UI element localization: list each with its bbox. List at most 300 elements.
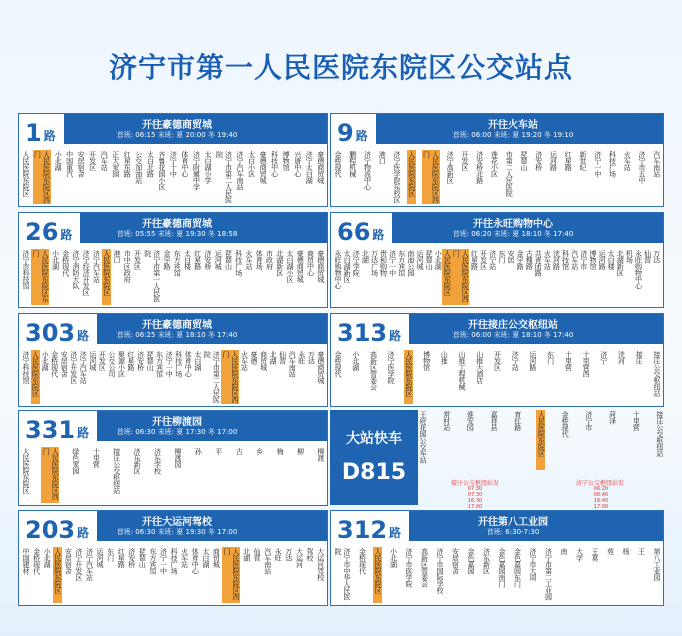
route-number: 303 — [25, 319, 76, 347]
route-card-313 — [330, 313, 664, 407]
bus-stop: 南 — [560, 548, 568, 555]
route-number: 331 — [25, 416, 76, 444]
bus-stop: 红星路 — [564, 151, 573, 171]
bus-stop: 金宇路 — [516, 250, 525, 270]
bus-stop: 汽车南站 — [263, 548, 272, 574]
bus-stop: 人民医院东院区 — [22, 448, 30, 494]
bus-stop: 琵琶山 — [138, 548, 147, 568]
bus-stop: 济安桥 — [136, 351, 145, 371]
bus-stop: 金桥现代 — [334, 351, 342, 377]
bus-stop: 科技广场 — [234, 250, 243, 276]
bus-stop: 济宁经济开发区 — [82, 250, 91, 296]
route-schedule: 首班: 05:55 末班: 夏 19:30 冬 18:58 — [116, 230, 238, 238]
bus-stop: 梅 — [276, 448, 285, 455]
bus-stop: 人民医院东院区 — [373, 547, 382, 603]
express-note-left: 接庄公交枢纽站发 — [450, 480, 499, 487]
bus-stop: 太白湖小区 — [286, 250, 294, 283]
bus-stop: 济宁汽车站 — [92, 250, 101, 283]
bus-stop: 琵琶山 — [146, 351, 155, 371]
bus-stop: 博物馆 — [422, 351, 431, 371]
bus-stop: 济宁市 — [584, 411, 593, 431]
bus-stop: 济安桥北路 — [475, 151, 484, 184]
bus-stop: 科技广场 — [608, 151, 617, 177]
bus-stop: 济宁开发区 — [69, 351, 78, 384]
bus-stop: 市中区政府 — [123, 250, 132, 283]
bus-stop: 人民医院东院区西门 — [33, 151, 51, 203]
bus-stop: 火车站 — [543, 250, 552, 270]
route-schedule: 首班: 06:30 末班: 夏 17:30 冬 17:00 — [116, 428, 238, 436]
bus-stop: 济宁市 — [579, 250, 588, 270]
departure-time: 16:40 — [593, 498, 609, 504]
bus-stop: 王府花园公交车站 — [419, 411, 427, 463]
route-suffix: 路 — [43, 129, 56, 143]
route-suffix: 路 — [77, 526, 90, 540]
route-schedule: 首班: 6:30-7:30 — [486, 528, 540, 536]
bus-stop: 豪德 — [250, 351, 259, 364]
departure-time: 17:00 — [467, 504, 483, 510]
route-schedule: 首班: 06:30 末班: 夏 19:30 冬 17:00 — [116, 528, 238, 536]
bus-stop: 济宁市第二工业园 — [544, 548, 553, 600]
bus-stop: 安居 — [506, 250, 515, 263]
route-destination: 开往柳渡园 — [152, 417, 202, 428]
bus-stop: 驾校 — [306, 548, 315, 561]
stop-list — [333, 547, 661, 603]
bus-stop: 运河路 — [528, 351, 537, 371]
bus-stop: 常村站 — [442, 411, 451, 431]
bus-stop: 洸河 — [617, 351, 626, 364]
bus-stop: 太白楼 — [183, 250, 192, 270]
bus-stop: 孙 — [194, 448, 203, 455]
bus-stop: 接庄公交枢纽站 — [655, 411, 664, 457]
bus-stop: 杨 — [622, 548, 630, 555]
bus-stop: 人民医院东院区西门 — [222, 547, 240, 603]
bus-stop: 小北湖 — [51, 250, 60, 270]
bus-stop: 人民医院东院区 — [22, 151, 30, 197]
bus-stop: 东门 — [106, 548, 115, 561]
bus-stop: 开发区 — [98, 351, 107, 371]
bus-stop: 东门 — [546, 351, 555, 364]
bus-stop: 接庄 — [635, 351, 644, 364]
bus-stop: 济宁科技馆 — [22, 351, 30, 384]
bus-stop: 济宁市五中 — [638, 151, 646, 184]
route-destination: 开往接庄公交枢纽站 — [468, 320, 558, 331]
stop-list — [21, 547, 325, 603]
bus-stop: 体育中心 — [184, 351, 193, 377]
departure-time: 16:30 — [467, 498, 483, 504]
stop-list — [21, 249, 325, 305]
express-badge — [330, 410, 418, 505]
bus-stop: 体育中心 — [191, 548, 200, 574]
bus-stop: 济宁太白湖 — [305, 151, 314, 184]
bus-stop: 豪德商贸城 — [316, 351, 325, 384]
bus-stop: 大运河 — [295, 548, 304, 568]
bus-stop: 济宁汽车站 — [79, 351, 88, 384]
bus-stop: 机场 — [625, 250, 634, 263]
bus-stop: 济东学校 — [153, 448, 162, 474]
route-number: 26 — [25, 218, 59, 246]
bus-stop: 济宁医学院 — [387, 351, 396, 384]
bus-stop: 济宁开发区 — [74, 548, 83, 581]
route-suffix: 路 — [60, 228, 73, 242]
bus-stop: 商贸城 — [259, 351, 268, 371]
route-schedule: 首班: 06:20 末班: 夏 18:10 冬 17:40 — [452, 230, 574, 238]
bus-stop: 高新区管委会 — [420, 548, 429, 587]
bus-stop: 琵琶山 — [520, 151, 528, 171]
bus-stop: 太白湖 — [193, 351, 202, 371]
bus-stop: 柳渡园 — [173, 448, 182, 468]
bus-stop: 柳渡 — [316, 448, 325, 461]
bus-stop: 菏泽 — [608, 411, 617, 424]
bus-stop: 火车站 — [623, 151, 632, 171]
bus-stop: 运河城 — [415, 250, 424, 270]
bus-stop: 十里营 — [564, 351, 573, 371]
bus-stop: 公交加油站 — [134, 151, 143, 184]
bus-stop: 人民医院东院区 — [102, 249, 111, 305]
stop-list — [21, 150, 325, 204]
route-destination: 开往豪德商贸城 — [142, 219, 212, 230]
bus-stop: 运河路 — [549, 151, 558, 171]
route-schedule: 首班: 06:00 末班: 夏 18:10 冬 17:40 — [452, 331, 574, 339]
bus-stop: 贵和购物 — [379, 250, 388, 276]
departure-time: 06:20 — [593, 486, 609, 492]
bus-stop: 济宁消防大队 — [72, 250, 80, 289]
stop-list — [21, 350, 325, 404]
route-suffix: 路 — [77, 329, 90, 343]
bus-stop: 东门 — [497, 250, 506, 263]
bus-stop: 金色嘉园东门 — [513, 548, 522, 587]
stop-list — [333, 150, 661, 204]
bus-stop: 北湖新区 — [275, 250, 284, 276]
bus-stop: 育红路 — [513, 411, 522, 431]
bus-stop: 红星东路 — [123, 151, 132, 177]
bus-stop: 体育场 — [255, 250, 264, 270]
bus-stop: 火车站 — [245, 250, 253, 270]
bus-stop: 汽车南站 — [652, 151, 661, 177]
bus-stop: 红星路 — [127, 351, 136, 371]
bus-stop: 豪德商贸城 — [316, 250, 325, 283]
bus-stop: 港口 — [378, 151, 387, 164]
bus-stop: 新世纪 — [579, 151, 587, 171]
bus-stop: 北湖 — [269, 351, 278, 364]
bus-stop: 共青团路 — [534, 250, 543, 276]
bus-stop: 古槐路 — [525, 250, 534, 270]
bus-stop: 豪德商贸城 — [316, 151, 325, 184]
bus-stop: 金桥现代 — [50, 351, 59, 377]
bus-stop: 安居宿舍 — [451, 548, 460, 574]
route-card-303 — [18, 313, 328, 407]
bus-stop: 济宁站 — [511, 351, 520, 371]
bus-stop: 洸河路 — [552, 250, 561, 270]
bus-stop: 仙营 — [643, 250, 652, 263]
bus-stop: 永旺 — [274, 548, 283, 561]
stop-list — [333, 249, 661, 305]
bus-stop: 古 — [235, 448, 244, 455]
route-suffix: 路 — [389, 329, 402, 343]
bus-stop: 人民医院东院区东门 — [31, 249, 49, 305]
bus-stop: 太白小区 — [247, 151, 256, 177]
bus-stop: 济东新区 — [133, 448, 142, 474]
bus-stop: 中国重汽 — [65, 151, 74, 177]
bus-stop: 仙营 — [278, 351, 287, 364]
bus-stop: 南池公园 — [406, 250, 415, 276]
bus-stop: 博物馆 — [282, 151, 291, 171]
bus-stop: 科技广场 — [174, 351, 183, 377]
bus-stop: 北湖 — [242, 548, 251, 561]
bus-stop: 开发区 — [479, 250, 488, 270]
bus-stop: 火车站 — [180, 548, 189, 568]
route-card-9 — [330, 113, 664, 207]
bus-stop: 人民医院东院区西门 — [221, 351, 239, 403]
bus-stop: 金宇路 — [163, 250, 171, 270]
route-schedule: 首班: 06:25 末班: 夏 18:10 冬 17:40 — [116, 331, 238, 339]
bus-stop: 聚源小区 — [117, 351, 126, 377]
bus-stop: 火车站 — [240, 351, 249, 371]
route-suffix: 路 — [77, 426, 90, 440]
bus-stop: 永旺 — [297, 351, 306, 364]
express-note-right: 济宁公交枢纽站发 — [575, 480, 624, 487]
bus-stop: 人民医院东院区 — [31, 350, 40, 404]
bus-stop: 安居宿舍 — [60, 351, 69, 377]
bus-stop: 金桥现代 — [358, 548, 367, 574]
bus-stop: 济宁 — [599, 351, 608, 364]
bus-stop: 淮安园 — [466, 411, 475, 431]
bus-stop: 博物馆 — [588, 250, 597, 270]
stop-list — [21, 447, 325, 503]
bus-stop: 北湖 — [361, 250, 370, 263]
bus-stop: 金色嘉园 — [467, 548, 475, 574]
bus-stop: 鹏程机械 — [348, 151, 357, 177]
departure-time: 07:30 — [467, 486, 483, 492]
bus-stop: 人民医院东院区西门 — [451, 249, 469, 305]
bus-stop: 万达广场 — [370, 250, 379, 276]
departure-time: 07:30 — [467, 492, 483, 498]
bus-stop: 汽车南站 — [288, 351, 297, 377]
bus-stop: 豪德商贸城 — [296, 250, 305, 283]
route-suffix: 路 — [355, 129, 368, 143]
route-number: 1 — [25, 119, 42, 147]
route-schedule: 首班: 06:15 末班: 夏 20:00 冬 19:40 — [116, 131, 238, 139]
bus-stop: 济宁市第二人民医院 — [215, 151, 233, 203]
route-number: 9 — [337, 119, 354, 147]
route-number: 203 — [25, 516, 76, 544]
route-destination: 开往永旺购物中心 — [473, 219, 553, 230]
bus-stop: 人民医院东院区 — [404, 350, 413, 404]
express-times-right — [566, 486, 636, 510]
route-card-26 — [18, 212, 328, 308]
bus-stop: 永旺购物中心 — [634, 250, 643, 289]
route-card-331 — [18, 410, 328, 506]
route-number: 312 — [337, 516, 388, 544]
route-destination: 开往第八工业园 — [478, 517, 548, 528]
bus-stop: 小北湖 — [41, 351, 50, 371]
route-card-312 — [330, 510, 664, 606]
route-destination: 开往豪德商贸城 — [142, 320, 212, 331]
route-number: 66 — [337, 218, 371, 246]
bus-stop: 科技广场 — [170, 548, 179, 574]
bus-stop: 永旺购物中心 — [334, 250, 342, 289]
bus-stop: 十里营 — [632, 411, 641, 431]
bus-stop: 济宁市医学院 — [405, 548, 413, 587]
bus-stop: 中国建材 — [22, 548, 30, 574]
bus-stop: 红星路 — [470, 250, 479, 270]
bus-stop: 济宁物流中心 — [363, 151, 372, 190]
bus-stop: 小北湖 — [351, 351, 360, 371]
bus-stop: 济宁汽车南站 — [236, 151, 245, 190]
bus-stop: 柳 — [296, 448, 305, 455]
bus-stop: 正大家园 — [111, 151, 120, 177]
bus-stop: 小北湖 — [43, 548, 52, 568]
bus-stop: 济宁市国际学校 — [436, 548, 444, 594]
bus-stop: 济安桥 — [127, 548, 136, 568]
bus-stop: 商贸中心 — [306, 250, 315, 276]
bus-stop: 科技中心 — [270, 151, 279, 177]
bus-stop: 小北湖 — [434, 250, 443, 270]
bus-stop: 山推 — [440, 351, 449, 364]
page-title: 济宁市第一人民医院东院区公交站点 — [108, 51, 573, 84]
bus-stop: 济宁市大周 — [529, 548, 537, 581]
bus-stop: 公交公司 — [107, 351, 116, 377]
bus-stop: 十里营 — [92, 448, 101, 468]
departure-time: 17:00 — [593, 504, 609, 510]
bus-stop: 嘉祥县 — [490, 411, 499, 431]
bus-stop: 济宁市中华人民医院 — [334, 548, 351, 600]
bus-stop: 大运河驾校 — [316, 548, 325, 581]
bus-stop: 山推工程机械 — [458, 351, 467, 390]
bus-stop: 金桥现代 — [334, 151, 342, 177]
bus-stop: 大学 — [575, 548, 584, 561]
bus-stop: 港口 — [113, 250, 121, 263]
bus-stop: 兴唐中心 — [293, 151, 302, 177]
bus-stop: 汽车站 — [570, 250, 579, 270]
express-times-left — [440, 486, 510, 510]
bus-stop: 科技馆 — [561, 250, 570, 270]
bus-stop: 太白湖 — [201, 548, 210, 568]
bus-stop: 金桥现代 — [32, 548, 41, 574]
express-number: D815 — [341, 460, 407, 485]
bus-stop: 济宁汽车站 — [85, 548, 94, 581]
bus-stop: 济宁市科技馆 — [22, 250, 30, 289]
bus-stop: 山推大酒店 — [475, 351, 484, 384]
bus-stop: 人民医院东院区 — [407, 150, 416, 204]
bus-stop: 济宁医学院东校区 — [393, 151, 401, 203]
bus-stop: 绿色家园 — [71, 448, 80, 474]
bus-stop: 小北湖 — [54, 151, 63, 171]
route-destination: 开往豪德商贸城 — [142, 120, 212, 131]
bus-stop: 开发区 — [133, 250, 142, 270]
bus-stop: 豪德商贸城 — [259, 151, 268, 184]
bus-stop: 平 — [214, 448, 223, 455]
bus-stop: 人民医院东院区 — [53, 547, 62, 603]
bus-stop: 市政府 — [265, 250, 274, 270]
bus-stop: 安居宿舍 — [64, 548, 73, 574]
bus-stop: 琵琶山 — [224, 250, 233, 270]
bus-stop: 济宁市第二人民医院 — [203, 351, 221, 403]
stop-list — [333, 350, 661, 404]
bus-stop: 万达 — [307, 351, 316, 364]
bus-stop: 金色嘉园南门 — [498, 548, 506, 587]
bus-stop: 接庄公交枢纽站 — [652, 351, 661, 397]
bus-stop: 运河城 — [214, 250, 223, 270]
route-suffix: 路 — [372, 228, 385, 242]
express-title: 大站快车 — [346, 431, 402, 447]
bus-stop: 苑 — [606, 548, 615, 555]
bus-stop: 济安桥 — [204, 250, 212, 270]
bus-stop: 金桥现代 — [561, 411, 570, 437]
bus-stop: 济宁一中 — [388, 250, 397, 276]
bus-stop: 济宁市第一人民医院 — [143, 250, 161, 302]
bus-stop: 济安桥 — [534, 151, 543, 171]
bus-stop: 太白楼 — [607, 250, 616, 270]
bus-stop: 人民医院东院区西门 — [422, 151, 440, 203]
bus-stop: 高新区管委会 — [369, 351, 378, 390]
bus-stop: 济宁一中 — [159, 548, 168, 574]
bus-stop: 莲花小区 — [490, 151, 499, 177]
bus-stop: 万达 — [284, 548, 293, 561]
bus-stop: 琵琶山 — [425, 250, 434, 270]
bus-stop: 济宁站 — [488, 250, 497, 270]
bus-stop: 红星路 — [193, 250, 202, 270]
bus-stop: 乡 — [255, 448, 264, 455]
bus-stop: 东方宾馆 — [155, 351, 164, 377]
bus-stop: 济宁附属中学 — [192, 151, 201, 190]
route-number: 313 — [337, 319, 388, 347]
bus-stop: 人民医院东院区 — [442, 249, 451, 305]
bus-stop: 北湖新区 — [616, 250, 625, 276]
bus-stop: 安居宿舍 — [77, 151, 86, 177]
bus-stop: 金桥现代 — [61, 250, 70, 276]
bus-stop: 第八工业园 — [653, 548, 661, 581]
route-suffix: 路 — [389, 526, 402, 540]
bus-stop: 市第二人民医院 — [505, 151, 514, 197]
bus-stop: 开发区 — [493, 351, 502, 371]
departure-time: 06:40 — [593, 492, 609, 498]
bus-stop: 王 — [637, 548, 646, 555]
bus-stop: 济宁一中 — [165, 351, 174, 377]
route-card-203 — [18, 510, 328, 606]
bus-stop: 东方宾馆 — [173, 250, 182, 276]
bus-stop: 济宁十中 — [169, 151, 178, 177]
bus-stop: 东方宾馆 — [148, 548, 157, 574]
bus-stop: 济宁高新区 — [446, 151, 455, 184]
bus-stop: 开发区 — [88, 151, 97, 171]
bus-stop: 济东新区 — [482, 548, 491, 574]
bus-stop: 运河城 — [88, 351, 97, 371]
bus-stop: 济宁学院 — [352, 250, 361, 276]
bus-stop: 齐鲁花园小区 — [157, 151, 166, 190]
bus-stop: 体育中心 — [180, 151, 189, 177]
bus-stop: 东方宾馆 — [397, 250, 406, 276]
route-schedule: 首班: 06:00 末班: 夏 19:20 冬 19:10 — [452, 131, 574, 139]
bus-stop: 汽车站 — [100, 151, 109, 171]
bus-stop: 运河城 — [96, 548, 105, 568]
route-card-66 — [330, 212, 664, 308]
bus-stop: 人民医院东院区西门 — [41, 447, 59, 503]
bus-stop: 十里营西 — [582, 351, 591, 377]
bus-stop: 太白北路 — [146, 151, 155, 177]
route-card-1 — [18, 113, 328, 207]
bus-stop: 太白湖新区 — [343, 250, 352, 283]
route-destination: 开往大运河驾校 — [142, 517, 212, 528]
bus-stop: 济宁一中 — [593, 151, 602, 177]
bus-stop: 接庄公交枢纽站 — [112, 448, 121, 494]
bus-stop: 王莫 — [591, 548, 599, 561]
bus-stop: 开发区 — [461, 151, 469, 171]
bus-stop: 万达 — [652, 250, 661, 263]
bus-stop: 红星路 — [117, 548, 126, 568]
bus-stop: 太白湖小学 — [203, 151, 212, 184]
bus-stop: 仙营 — [253, 548, 262, 561]
bus-stop: 商贸城 — [212, 548, 221, 568]
